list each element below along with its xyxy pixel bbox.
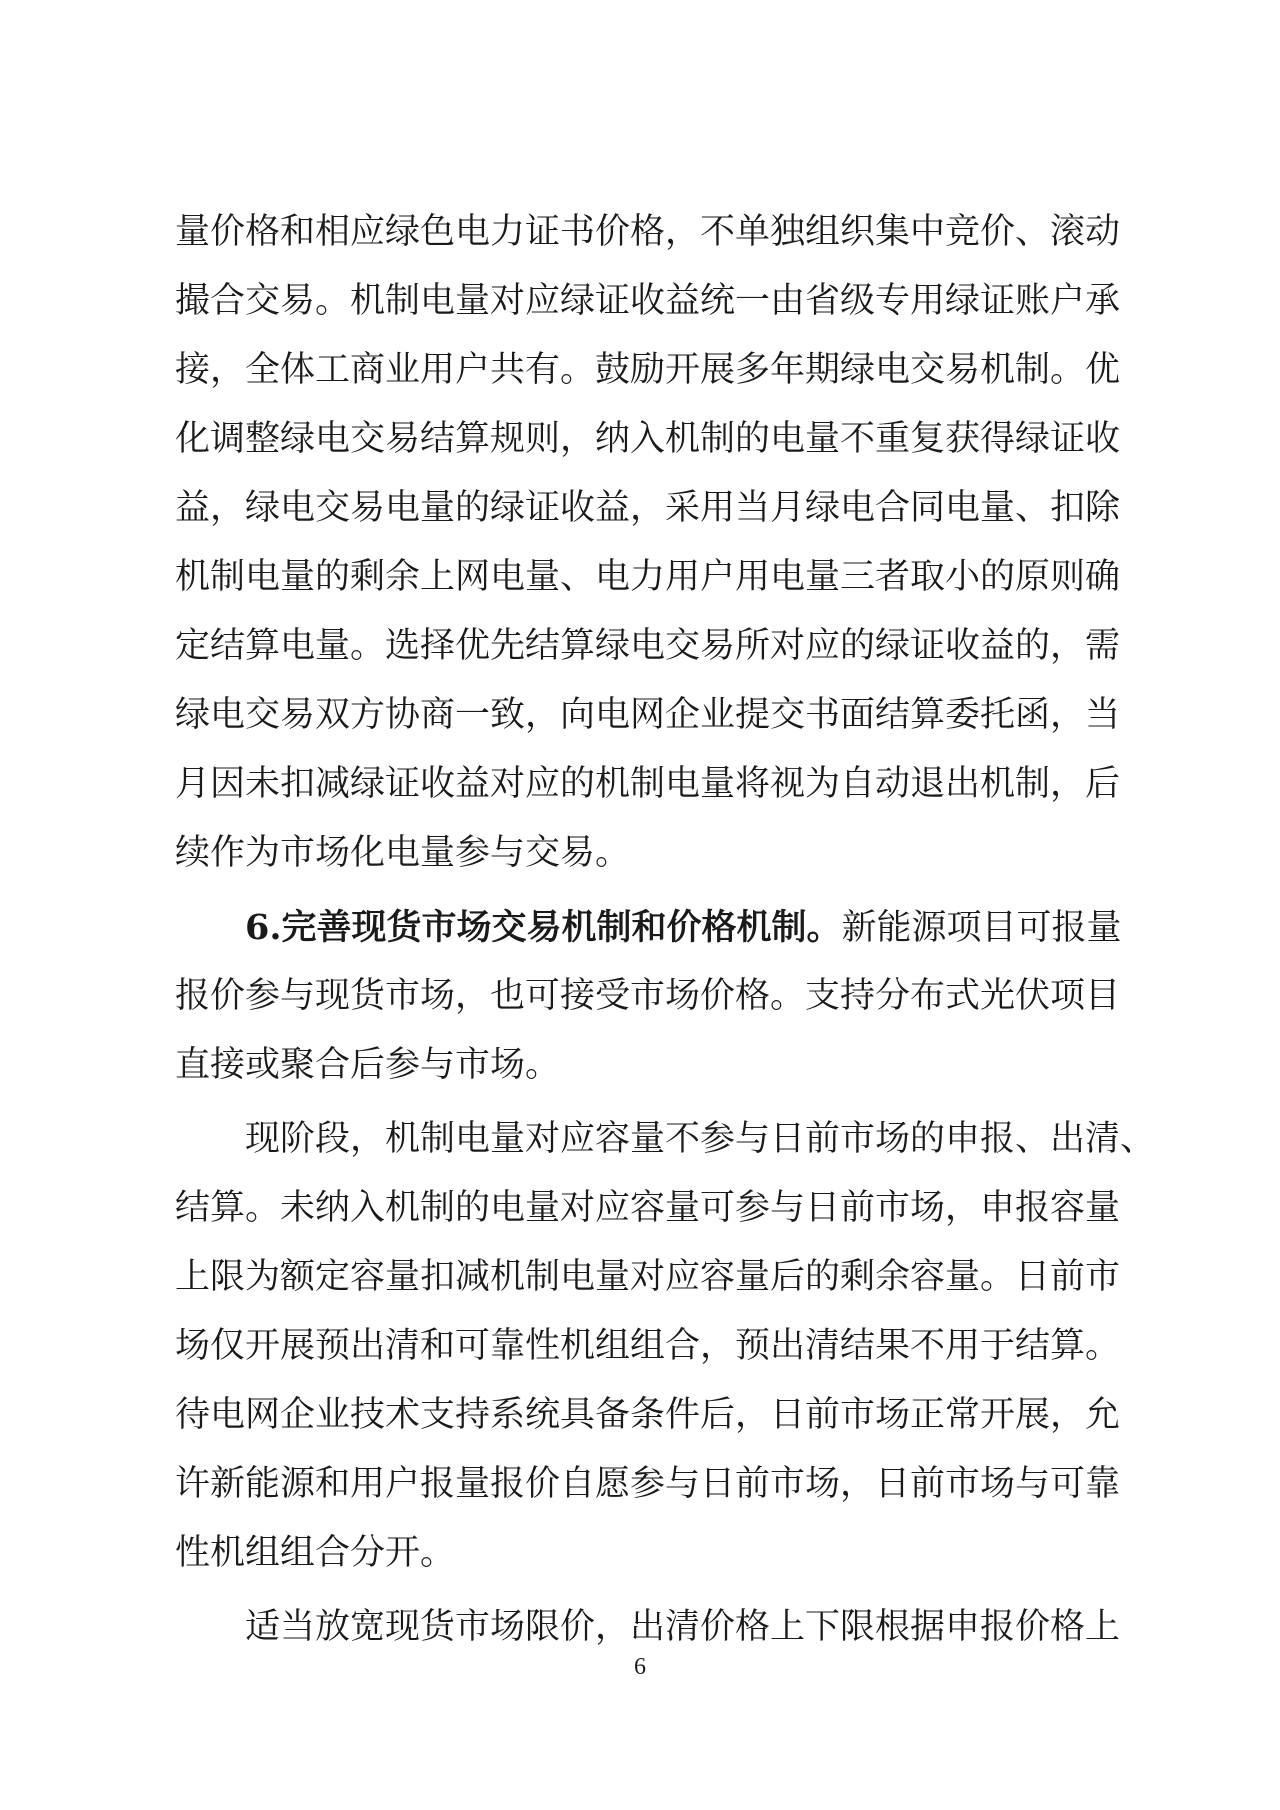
text-line: 量价格和相应绿色电力证书价格，不单独组织集中竞价、滚动 — [175, 212, 1121, 252]
paragraph-1 — [175, 198, 1121, 888]
text-line: 报价参与现货市场，也可接受市场价格。支持分布式光伏项目 — [175, 976, 1121, 1016]
text-line: 机制电量的剩余上网电量、电力用户用电量三者取小的原则确 — [175, 557, 1121, 597]
text-line: 续作为市场化电量参与交易。 — [175, 833, 631, 873]
text-line: 现阶段，机制电量对应容量不参与日前市场的申报、出清、 — [245, 1119, 1156, 1159]
text-line: 许新能源和用户报量报价自愿参与日前市场，日前市场与可靠 — [175, 1464, 1121, 1504]
text-line: 性机组组合分开。 — [175, 1533, 456, 1573]
text-line: 待电网企业技术支持系统具备条件后，日前市场正常开展，允 — [175, 1395, 1121, 1435]
text-line: 益，绿电交易电量的绿证收益，采用当月绿电合同电量、扣除 — [175, 488, 1121, 528]
text-line: 直接或聚合后参与市场。 — [175, 1045, 561, 1085]
text-line: 化调整绿电交易结算规则，纳入机制的电量不重复获得绿证收 — [175, 419, 1121, 459]
document-body — [175, 198, 1156, 1662]
text-line: 结算。未纳入机制的电量对应容量可参与日前市场，申报容量 — [175, 1188, 1121, 1228]
section-heading: 6.完善现货市场交易机制和价格机制。 — [245, 907, 842, 948]
paragraph-3 — [175, 1105, 1156, 1588]
page-number: 6 — [634, 1654, 646, 1680]
paragraph-2 — [175, 893, 1122, 1100]
text-line: 月因未扣减绿证收益对应的机制电量将视为自动退出机制，后 — [175, 764, 1121, 804]
text-line: 场仅开展预出清和可靠性机组组合，预出清结果不用于结算。 — [175, 1326, 1121, 1366]
text-line: 绿电交易双方协商一致，向电网企业提交书面结算委托函，当 — [175, 695, 1121, 735]
paragraph-4 — [175, 1593, 1121, 1662]
text-line: 定结算电量。选择优先结算绿电交易所对应的绿证收益的，需 — [175, 626, 1121, 666]
text-line: 上限为额定容量扣减机制电量对应容量后的剩余容量。日前市 — [175, 1257, 1121, 1297]
text-line — [175, 893, 1122, 962]
text-run: 新能源项目可报量 — [841, 908, 1122, 948]
text-line: 适当放宽现货市场限价，出清价格上下限根据申报价格上 — [245, 1607, 1121, 1647]
text-line: 接，全体工商业用户共有。鼓励开展多年期绿电交易机制。优 — [175, 350, 1121, 390]
text-line: 撮合交易。机制电量对应绿证收益统一由省级专用绿证账户承 — [175, 281, 1121, 321]
